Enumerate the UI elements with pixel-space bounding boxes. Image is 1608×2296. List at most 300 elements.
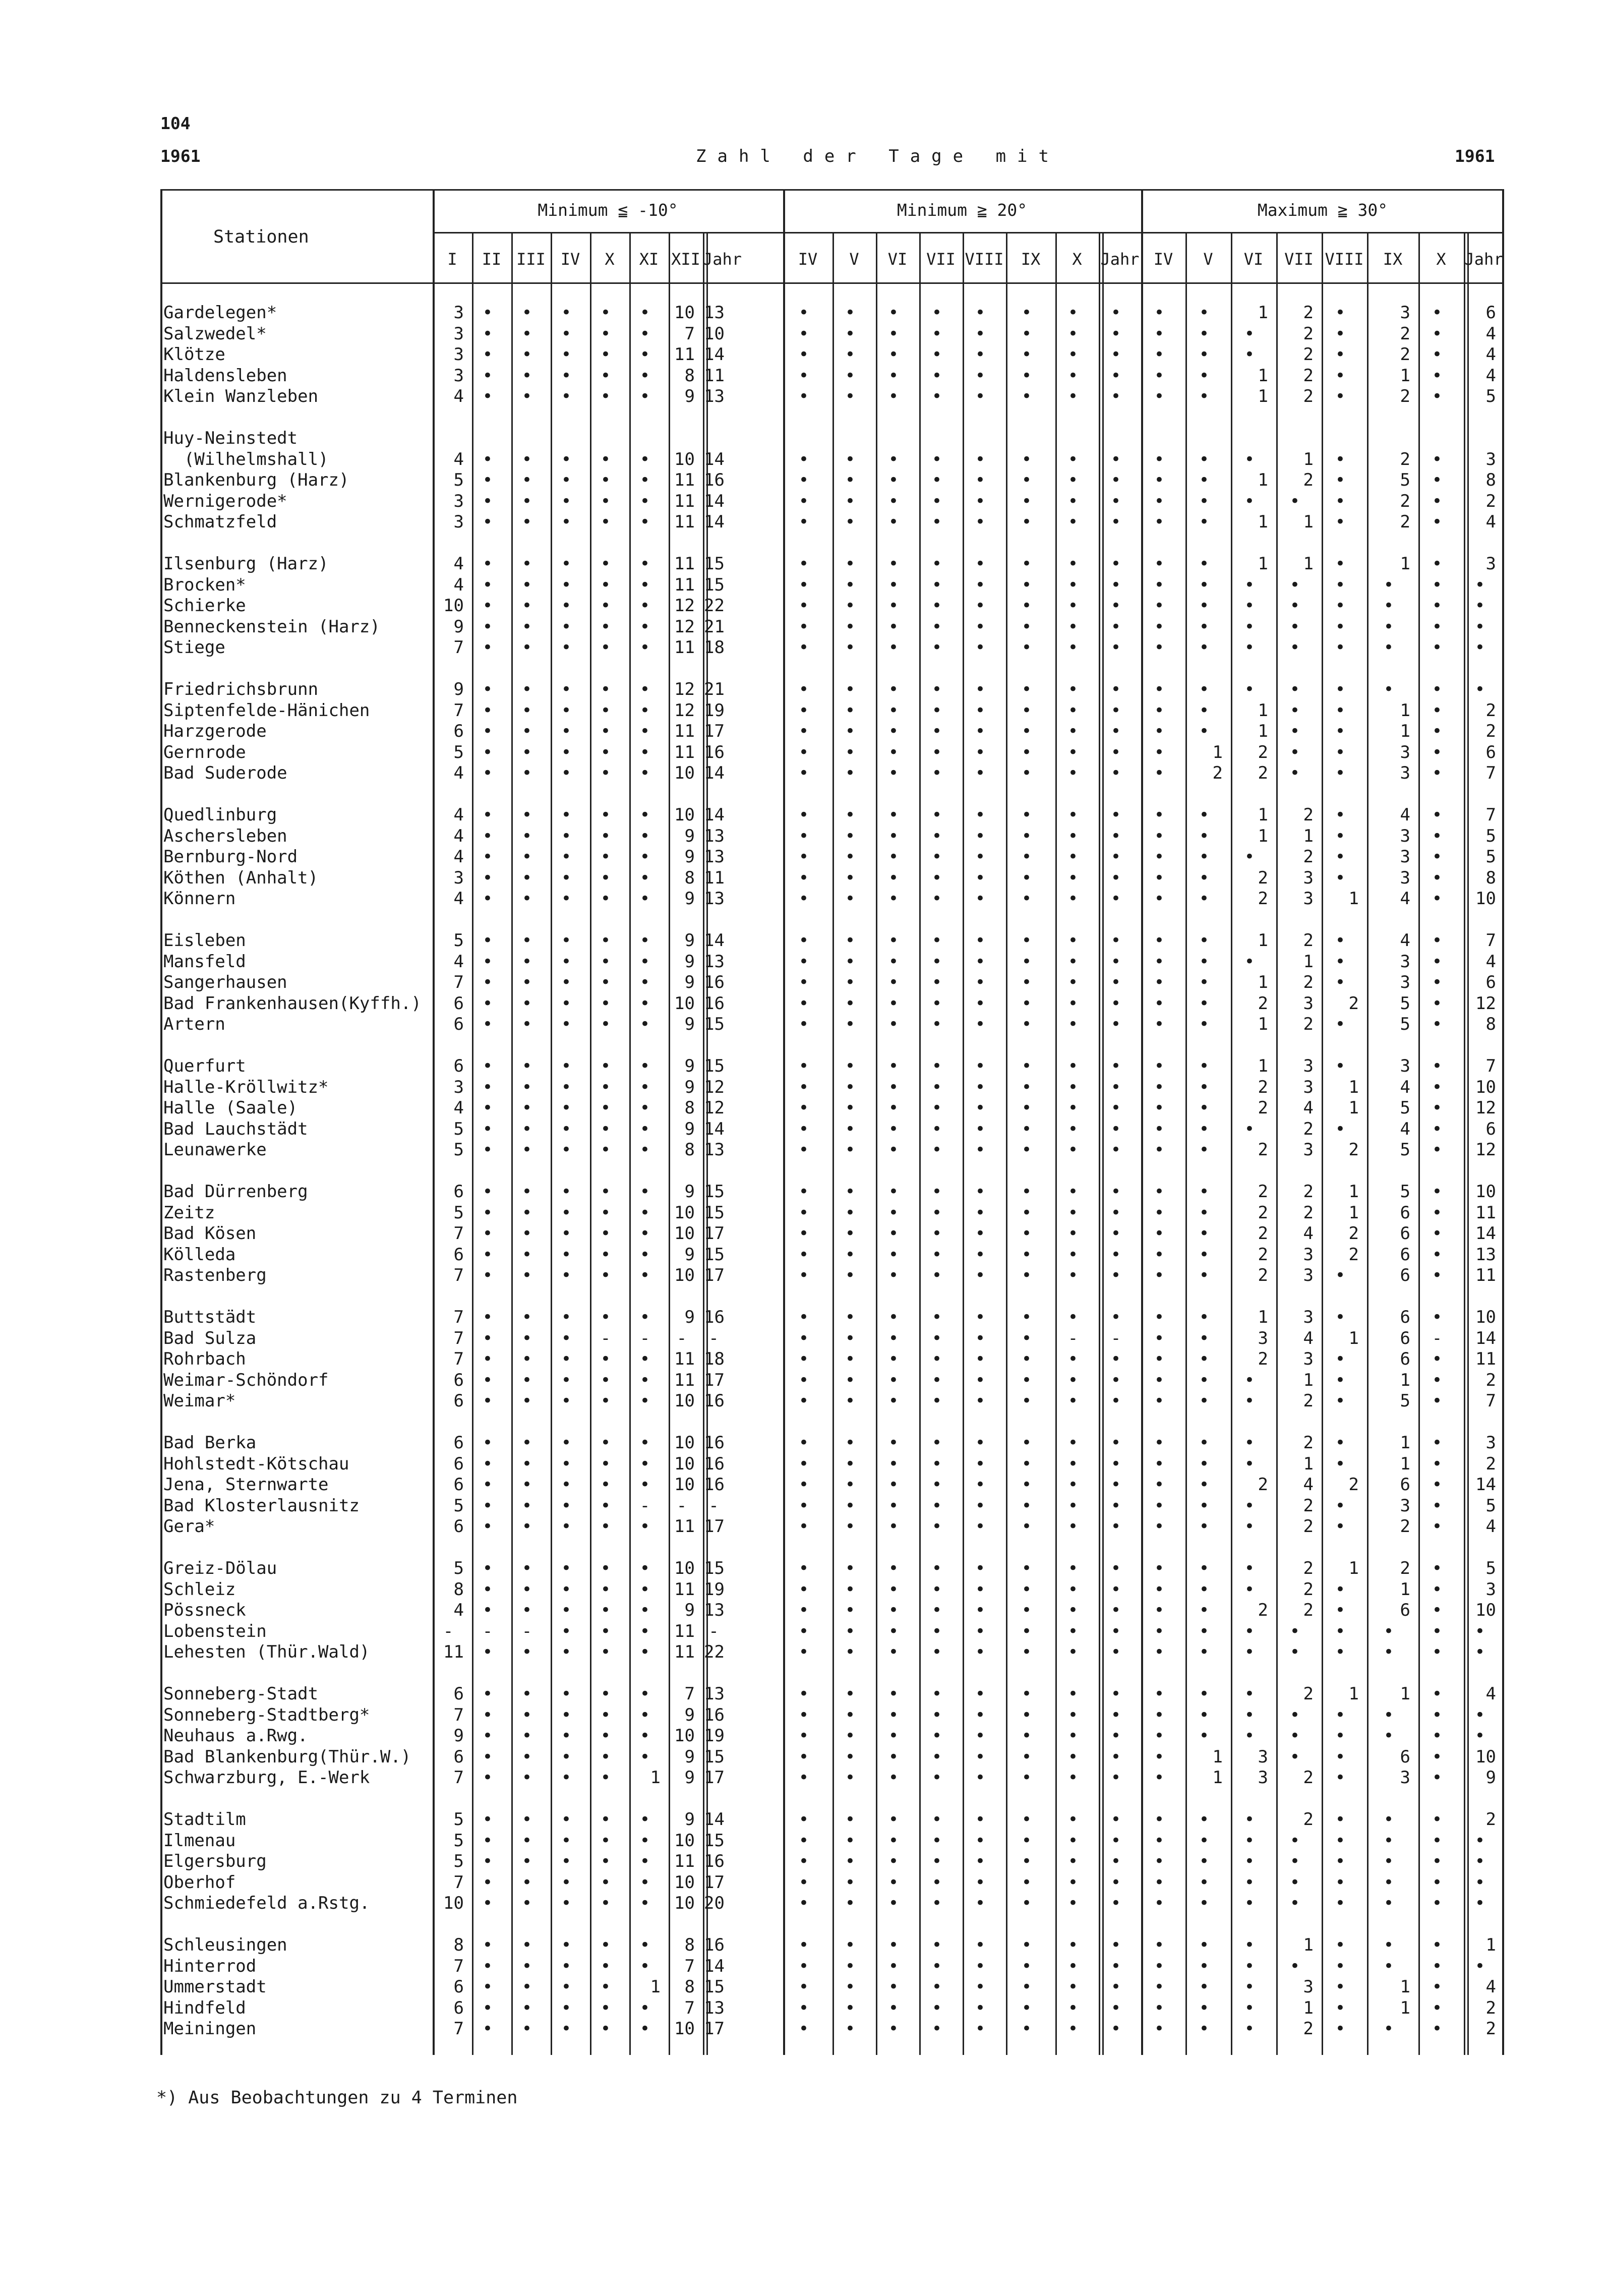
- table-cell: •: [845, 1118, 856, 1139]
- station-name: Mansfeld: [163, 951, 246, 972]
- table-cell: •: [975, 972, 986, 992]
- table-cell: •: [521, 616, 532, 637]
- table-cell: •: [1244, 847, 1255, 867]
- table-cell: •: [845, 993, 856, 1014]
- table-cell: •: [888, 1370, 899, 1390]
- table-cell: 17: [704, 1223, 725, 1244]
- table-cell: •: [845, 1495, 856, 1516]
- table-cell: •: [1154, 386, 1165, 406]
- table-cell: •: [1335, 1495, 1346, 1516]
- table-cell: •: [1067, 889, 1079, 909]
- table-cell: •: [1335, 323, 1346, 344]
- table-cell: •: [798, 1244, 809, 1265]
- table-cell: 10: [704, 323, 725, 344]
- table-cell: •: [521, 1433, 532, 1453]
- table-cell: •: [1199, 365, 1210, 386]
- station-name: Klötze: [163, 344, 225, 365]
- table-cell: •: [600, 1077, 611, 1097]
- table-cell: •: [521, 1475, 532, 1495]
- table-cell: •: [888, 1265, 899, 1285]
- table-cell: 1: [1348, 1077, 1359, 1097]
- table-cell: •: [845, 1077, 856, 1097]
- table-cell: •: [1432, 1872, 1443, 1893]
- table-cell: 17: [704, 1516, 725, 1537]
- table-cell: •: [845, 1579, 856, 1600]
- table-cell: 6: [453, 1014, 464, 1034]
- table-cell: 8: [684, 1140, 695, 1160]
- table-cell: •: [1199, 596, 1210, 616]
- table-cell: 16: [704, 972, 725, 992]
- table-cell: •: [1154, 2019, 1165, 2039]
- table-cell: 2: [1258, 1265, 1268, 1285]
- table-cell: •: [1154, 574, 1165, 595]
- table-cell: •: [1110, 303, 1121, 323]
- table-cell: 9: [684, 1014, 695, 1034]
- table-cell: •: [1110, 1475, 1121, 1495]
- table-cell: •: [1067, 365, 1079, 386]
- table-cell: •: [1021, 867, 1032, 888]
- table-cell: 16: [704, 1433, 725, 1453]
- table-cell: •: [561, 1307, 572, 1327]
- table-cell: •: [1110, 1433, 1121, 1453]
- table-cell: •: [845, 1475, 856, 1495]
- table-cell: •: [975, 491, 986, 511]
- table-cell: 7: [1485, 805, 1496, 825]
- station-name: (Wilhelmshall): [163, 449, 329, 469]
- table-cell: •: [1067, 1077, 1079, 1097]
- table-cell: •: [639, 1558, 650, 1578]
- table-cell: •: [798, 1328, 809, 1348]
- table-cell: •: [975, 1391, 986, 1411]
- table-cell: •: [845, 1872, 856, 1893]
- table-cell: •: [1154, 1244, 1165, 1265]
- table-cell: •: [1432, 1098, 1443, 1118]
- station-name: Wernigerode*: [163, 491, 287, 511]
- table-cell: •: [931, 1307, 942, 1327]
- table-cell: •: [798, 1746, 809, 1767]
- table-cell: 5: [1485, 1558, 1496, 1578]
- table-cell: •: [1154, 1265, 1165, 1285]
- table-cell: •: [639, 1098, 650, 1118]
- table-cell: •: [888, 1642, 899, 1662]
- table-cell: •: [639, 2019, 650, 2039]
- table-cell: •: [931, 470, 942, 490]
- table-cell: •: [1067, 1202, 1079, 1223]
- table-cell: •: [482, 1579, 493, 1600]
- table-cell: 10: [674, 1558, 695, 1578]
- table-cell: 2: [1303, 1600, 1314, 1620]
- table-cell: •: [931, 1223, 942, 1244]
- table-cell: •: [975, 1830, 986, 1851]
- table-cell: •: [1244, 1370, 1255, 1390]
- table-cell: •: [521, 1579, 532, 1600]
- table-cell: 4: [1303, 1475, 1314, 1495]
- table-cell: 7: [453, 1265, 464, 1285]
- table-cell: •: [1067, 1893, 1079, 1913]
- table-cell: •: [521, 1851, 532, 1871]
- page-number: 104: [160, 113, 191, 133]
- table-cell: •: [1021, 1453, 1032, 1474]
- table-cell: •: [561, 1600, 572, 1620]
- table-cell: •: [600, 805, 611, 825]
- table-cell: •: [639, 847, 650, 867]
- table-cell: •: [845, 1684, 856, 1704]
- table-cell: •: [1110, 344, 1121, 365]
- table-cell: •: [1474, 596, 1485, 616]
- station-name: Artern: [163, 1014, 225, 1034]
- table-cell: •: [561, 1223, 572, 1244]
- table-cell: •: [1067, 1182, 1079, 1202]
- table-cell: •: [931, 1579, 942, 1600]
- station-name: Stiege: [163, 637, 225, 658]
- table-cell: •: [798, 491, 809, 511]
- table-cell: •: [639, 323, 650, 344]
- table-cell: •: [561, 1893, 572, 1913]
- table-cell: •: [1244, 1956, 1255, 1976]
- table-cell: •: [975, 323, 986, 344]
- table-cell: •: [1335, 1118, 1346, 1139]
- table-cell: 1: [1400, 1684, 1410, 1704]
- table-cell: •: [561, 1579, 572, 1600]
- table-cell: •: [931, 867, 942, 888]
- table-cell: •: [1067, 1475, 1079, 1495]
- table-cell: •: [1432, 512, 1443, 532]
- table-cell: •: [1244, 574, 1255, 595]
- table-cell: •: [1432, 1600, 1443, 1620]
- table-cell: 12: [674, 679, 695, 699]
- table-cell: •: [1110, 1642, 1121, 1662]
- table-cell: •: [1021, 763, 1032, 783]
- table-cell: •: [1383, 1726, 1394, 1746]
- table-cell: •: [1383, 1642, 1394, 1662]
- table-cell: •: [1432, 721, 1443, 741]
- station-name: Querfurt: [163, 1056, 246, 1076]
- table-cell: 13: [704, 386, 725, 406]
- table-cell: •: [888, 1244, 899, 1265]
- table-cell: •: [798, 1809, 809, 1830]
- table-cell: 4: [1485, 323, 1496, 344]
- table-cell: •: [1110, 365, 1121, 386]
- station-name: Bad Kösen: [163, 1223, 257, 1244]
- table-cell: 6: [453, 1746, 464, 1767]
- table-cell: •: [600, 1558, 611, 1578]
- table-cell: •: [1199, 1830, 1210, 1851]
- table-cell: •: [1474, 1726, 1485, 1746]
- table-cell: 4: [1400, 1077, 1410, 1097]
- table-cell: •: [1335, 1056, 1346, 1076]
- table-cell: 7: [453, 1349, 464, 1369]
- table-cell: •: [1335, 700, 1346, 721]
- table-cell: •: [521, 742, 532, 762]
- table-cell: •: [975, 470, 986, 490]
- table-cell: •: [1154, 951, 1165, 972]
- table-cell: •: [561, 1935, 572, 1955]
- table-cell: 2: [1258, 993, 1268, 1014]
- table-cell: •: [1154, 1977, 1165, 1997]
- table-cell: •: [888, 1516, 899, 1537]
- table-cell: •: [482, 700, 493, 721]
- table-cell: •: [639, 721, 650, 741]
- table-cell: •: [1021, 1579, 1032, 1600]
- table-cell: •: [639, 1621, 650, 1641]
- table-cell: 12: [674, 700, 695, 721]
- table-cell: •: [975, 826, 986, 846]
- column-header: Jahr: [703, 250, 742, 269]
- table-cell: •: [1335, 386, 1346, 406]
- table-cell: •: [482, 365, 493, 386]
- table-cell: •: [1432, 323, 1443, 344]
- footnote: *) Aus Beobachtungen zu 4 Terminen: [156, 2088, 518, 2108]
- table-cell: •: [1199, 1202, 1210, 1223]
- station-name: Köthen (Anhalt): [163, 867, 319, 888]
- table-cell: •: [888, 1202, 899, 1223]
- table-cell: •: [1067, 951, 1079, 972]
- table-cell: 3: [1303, 1056, 1314, 1076]
- column-header: IV: [798, 250, 818, 269]
- table-cell: •: [798, 1140, 809, 1160]
- table-cell: 2: [1348, 1475, 1359, 1495]
- table-cell: •: [1021, 512, 1032, 532]
- table-cell: •: [482, 1056, 493, 1076]
- table-cell: 13: [704, 1600, 725, 1620]
- table-cell: •: [931, 1098, 942, 1118]
- table-cell: •: [1110, 1684, 1121, 1704]
- table-cell: •: [1110, 1621, 1121, 1641]
- table-cell: •: [1432, 1642, 1443, 1662]
- table-cell: 2: [1303, 805, 1314, 825]
- table-cell: 1: [1303, 1453, 1314, 1474]
- table-cell: •: [561, 763, 572, 783]
- table-cell: •: [1154, 1370, 1165, 1390]
- table-cell: •: [482, 1307, 493, 1327]
- table-cell: •: [561, 344, 572, 365]
- column-header: IV: [560, 250, 580, 269]
- table-cell: •: [1110, 1202, 1121, 1223]
- table-cell: •: [798, 1558, 809, 1578]
- table-cell: 7: [1485, 930, 1496, 951]
- table-cell: •: [561, 470, 572, 490]
- table-cell: 17: [704, 1370, 725, 1390]
- table-cell: 13: [704, 1997, 725, 2018]
- table-cell: •: [975, 700, 986, 721]
- table-cell: •: [1432, 574, 1443, 595]
- table-cell: 5: [1485, 386, 1496, 406]
- table-cell: •: [1110, 1893, 1121, 1913]
- table-cell: •: [561, 1433, 572, 1453]
- table-cell: •: [1383, 679, 1394, 699]
- table-cell: •: [521, 1768, 532, 1788]
- table-cell: 5: [453, 1202, 464, 1223]
- table-cell: •: [482, 1223, 493, 1244]
- table-cell: •: [600, 1768, 611, 1788]
- table-cell: •: [931, 1349, 942, 1369]
- table-cell: •: [931, 993, 942, 1014]
- table-cell: •: [482, 1077, 493, 1097]
- station-name: Klein Wanzleben: [163, 386, 319, 406]
- table-cell: 1: [1258, 1307, 1268, 1327]
- table-cell: •: [1021, 1098, 1032, 1118]
- station-name: Jena, Sternwarte: [163, 1475, 329, 1495]
- station-name: Schierke: [163, 596, 246, 616]
- table-cell: •: [888, 574, 899, 595]
- table-cell: •: [845, 512, 856, 532]
- table-cell: •: [482, 826, 493, 846]
- table-cell: •: [888, 1558, 899, 1578]
- table-cell: •: [888, 1118, 899, 1139]
- table-cell: •: [931, 449, 942, 469]
- table-cell: •: [1067, 1265, 1079, 1285]
- table-cell: •: [888, 1830, 899, 1851]
- table-cell: •: [975, 1433, 986, 1453]
- table-cell: 4: [453, 826, 464, 846]
- table-cell: •: [521, 1056, 532, 1076]
- table-cell: •: [482, 763, 493, 783]
- table-cell: •: [845, 1433, 856, 1453]
- table-cell: 3: [1400, 867, 1410, 888]
- table-cell: 8: [684, 1935, 695, 1955]
- station-name: Weimar*: [163, 1391, 236, 1411]
- table-cell: •: [931, 1475, 942, 1495]
- table-cell: •: [482, 1244, 493, 1265]
- table-cell: •: [975, 1768, 986, 1788]
- table-cell: •: [521, 344, 532, 365]
- table-cell: 1: [1348, 1202, 1359, 1223]
- column-header: VI: [887, 250, 908, 269]
- table-cell: •: [1199, 637, 1210, 658]
- table-cell: •: [1110, 1349, 1121, 1369]
- table-cell: •: [1289, 1956, 1300, 1976]
- table-cell: •: [931, 972, 942, 992]
- table-cell: 14: [1475, 1328, 1496, 1348]
- table-cell: 9: [684, 847, 695, 867]
- table-cell: •: [1199, 1433, 1210, 1453]
- table-cell: •: [975, 1140, 986, 1160]
- table-cell: •: [888, 1851, 899, 1871]
- table-cell: •: [1199, 1056, 1210, 1076]
- table-cell: •: [1335, 1265, 1346, 1285]
- table-cell: •: [1199, 847, 1210, 867]
- table-cell: •: [1067, 470, 1079, 490]
- table-cell: •: [888, 1893, 899, 1913]
- table-cell: •: [1110, 491, 1121, 511]
- table-cell: •: [1432, 1768, 1443, 1788]
- table-cell: •: [975, 1809, 986, 1830]
- table-cell: •: [482, 637, 493, 658]
- table-cell: •: [600, 742, 611, 762]
- table-cell: •: [1154, 1684, 1165, 1704]
- table-cell: •: [888, 303, 899, 323]
- table-cell: •: [975, 1202, 986, 1223]
- table-cell: •: [482, 554, 493, 574]
- station-name: Hinterrod: [163, 1956, 257, 1976]
- table-cell: •: [798, 1495, 809, 1516]
- table-cell: •: [1383, 1956, 1394, 1976]
- table-cell: 3: [1258, 1746, 1268, 1767]
- table-cell: •: [1154, 1600, 1165, 1620]
- table-cell: •: [521, 637, 532, 658]
- table-cell: 4: [453, 574, 464, 595]
- table-cell: •: [1432, 972, 1443, 992]
- table-cell: •: [1335, 1391, 1346, 1411]
- table-cell: 2: [1303, 1768, 1314, 1788]
- table-cell: 17: [704, 1872, 725, 1893]
- table-cell: 2: [1400, 386, 1410, 406]
- table-cell: •: [1110, 826, 1121, 846]
- table-cell: •: [975, 1746, 986, 1767]
- table-cell: 3: [1303, 1307, 1314, 1327]
- table-cell: 2: [1485, 1370, 1496, 1390]
- table-cell: •: [1432, 1893, 1443, 1913]
- table-cell: 13: [704, 951, 725, 972]
- table-cell: •: [482, 1893, 493, 1913]
- table-cell: •: [1289, 574, 1300, 595]
- table-cell: 3: [1400, 826, 1410, 846]
- table-cell: •: [1067, 972, 1079, 992]
- table-cell: •: [1335, 512, 1346, 532]
- table-cell: •: [888, 386, 899, 406]
- table-cell: •: [521, 512, 532, 532]
- table-cell: •: [798, 805, 809, 825]
- table-cell: •: [1067, 1851, 1079, 1871]
- table-cell: 14: [1475, 1475, 1496, 1495]
- column-header: II: [482, 250, 502, 269]
- table-cell: •: [1199, 679, 1210, 699]
- table-cell: •: [482, 1265, 493, 1285]
- table-cell: •: [561, 742, 572, 762]
- table-cell: •: [798, 1977, 809, 1997]
- table-cell: •: [931, 721, 942, 741]
- table-cell: •: [931, 826, 942, 846]
- table-cell: •: [1432, 1495, 1443, 1516]
- table-cell: •: [482, 491, 493, 511]
- table-cell: •: [561, 1956, 572, 1976]
- table-cell: •: [1335, 344, 1346, 365]
- table-cell: •: [1154, 1328, 1165, 1348]
- table-cell: •: [888, 1056, 899, 1076]
- table-cell: 11: [674, 1370, 695, 1390]
- station-name: Benneckenstein (Harz): [163, 616, 380, 637]
- table-cell: •: [975, 1244, 986, 1265]
- table-cell: •: [798, 449, 809, 469]
- table-cell: 10: [674, 2019, 695, 2039]
- table-cell: •: [1432, 1558, 1443, 1578]
- table-cell: 5: [1400, 1014, 1410, 1034]
- table-cell: •: [1021, 637, 1032, 658]
- table-cell: •: [1244, 1704, 1255, 1725]
- table-cell: •: [600, 1997, 611, 2018]
- table-cell: •: [1067, 512, 1079, 532]
- table-cell: •: [931, 763, 942, 783]
- column-header: VI: [1243, 250, 1264, 269]
- table-cell: •: [1110, 1558, 1121, 1578]
- table-cell: •: [845, 1182, 856, 1202]
- column-header: VIII: [965, 250, 1004, 269]
- table-cell: 9: [453, 1726, 464, 1746]
- table-cell: •: [1110, 1935, 1121, 1955]
- station-name: Bad Berka: [163, 1433, 257, 1453]
- table-cell: 3: [1485, 1579, 1496, 1600]
- table-cell: 3: [1303, 1349, 1314, 1369]
- table-cell: •: [845, 1098, 856, 1118]
- table-cell: •: [1432, 1684, 1443, 1704]
- station-name: Friedrichsbrunn: [163, 679, 319, 699]
- table-cell: •: [561, 1182, 572, 1202]
- table-cell: •: [845, 1328, 856, 1348]
- table-cell: 9: [684, 1077, 695, 1097]
- group-header: Minimum ≧ 20°: [897, 200, 1028, 220]
- table-cell: •: [639, 1746, 650, 1767]
- table-cell: •: [798, 1118, 809, 1139]
